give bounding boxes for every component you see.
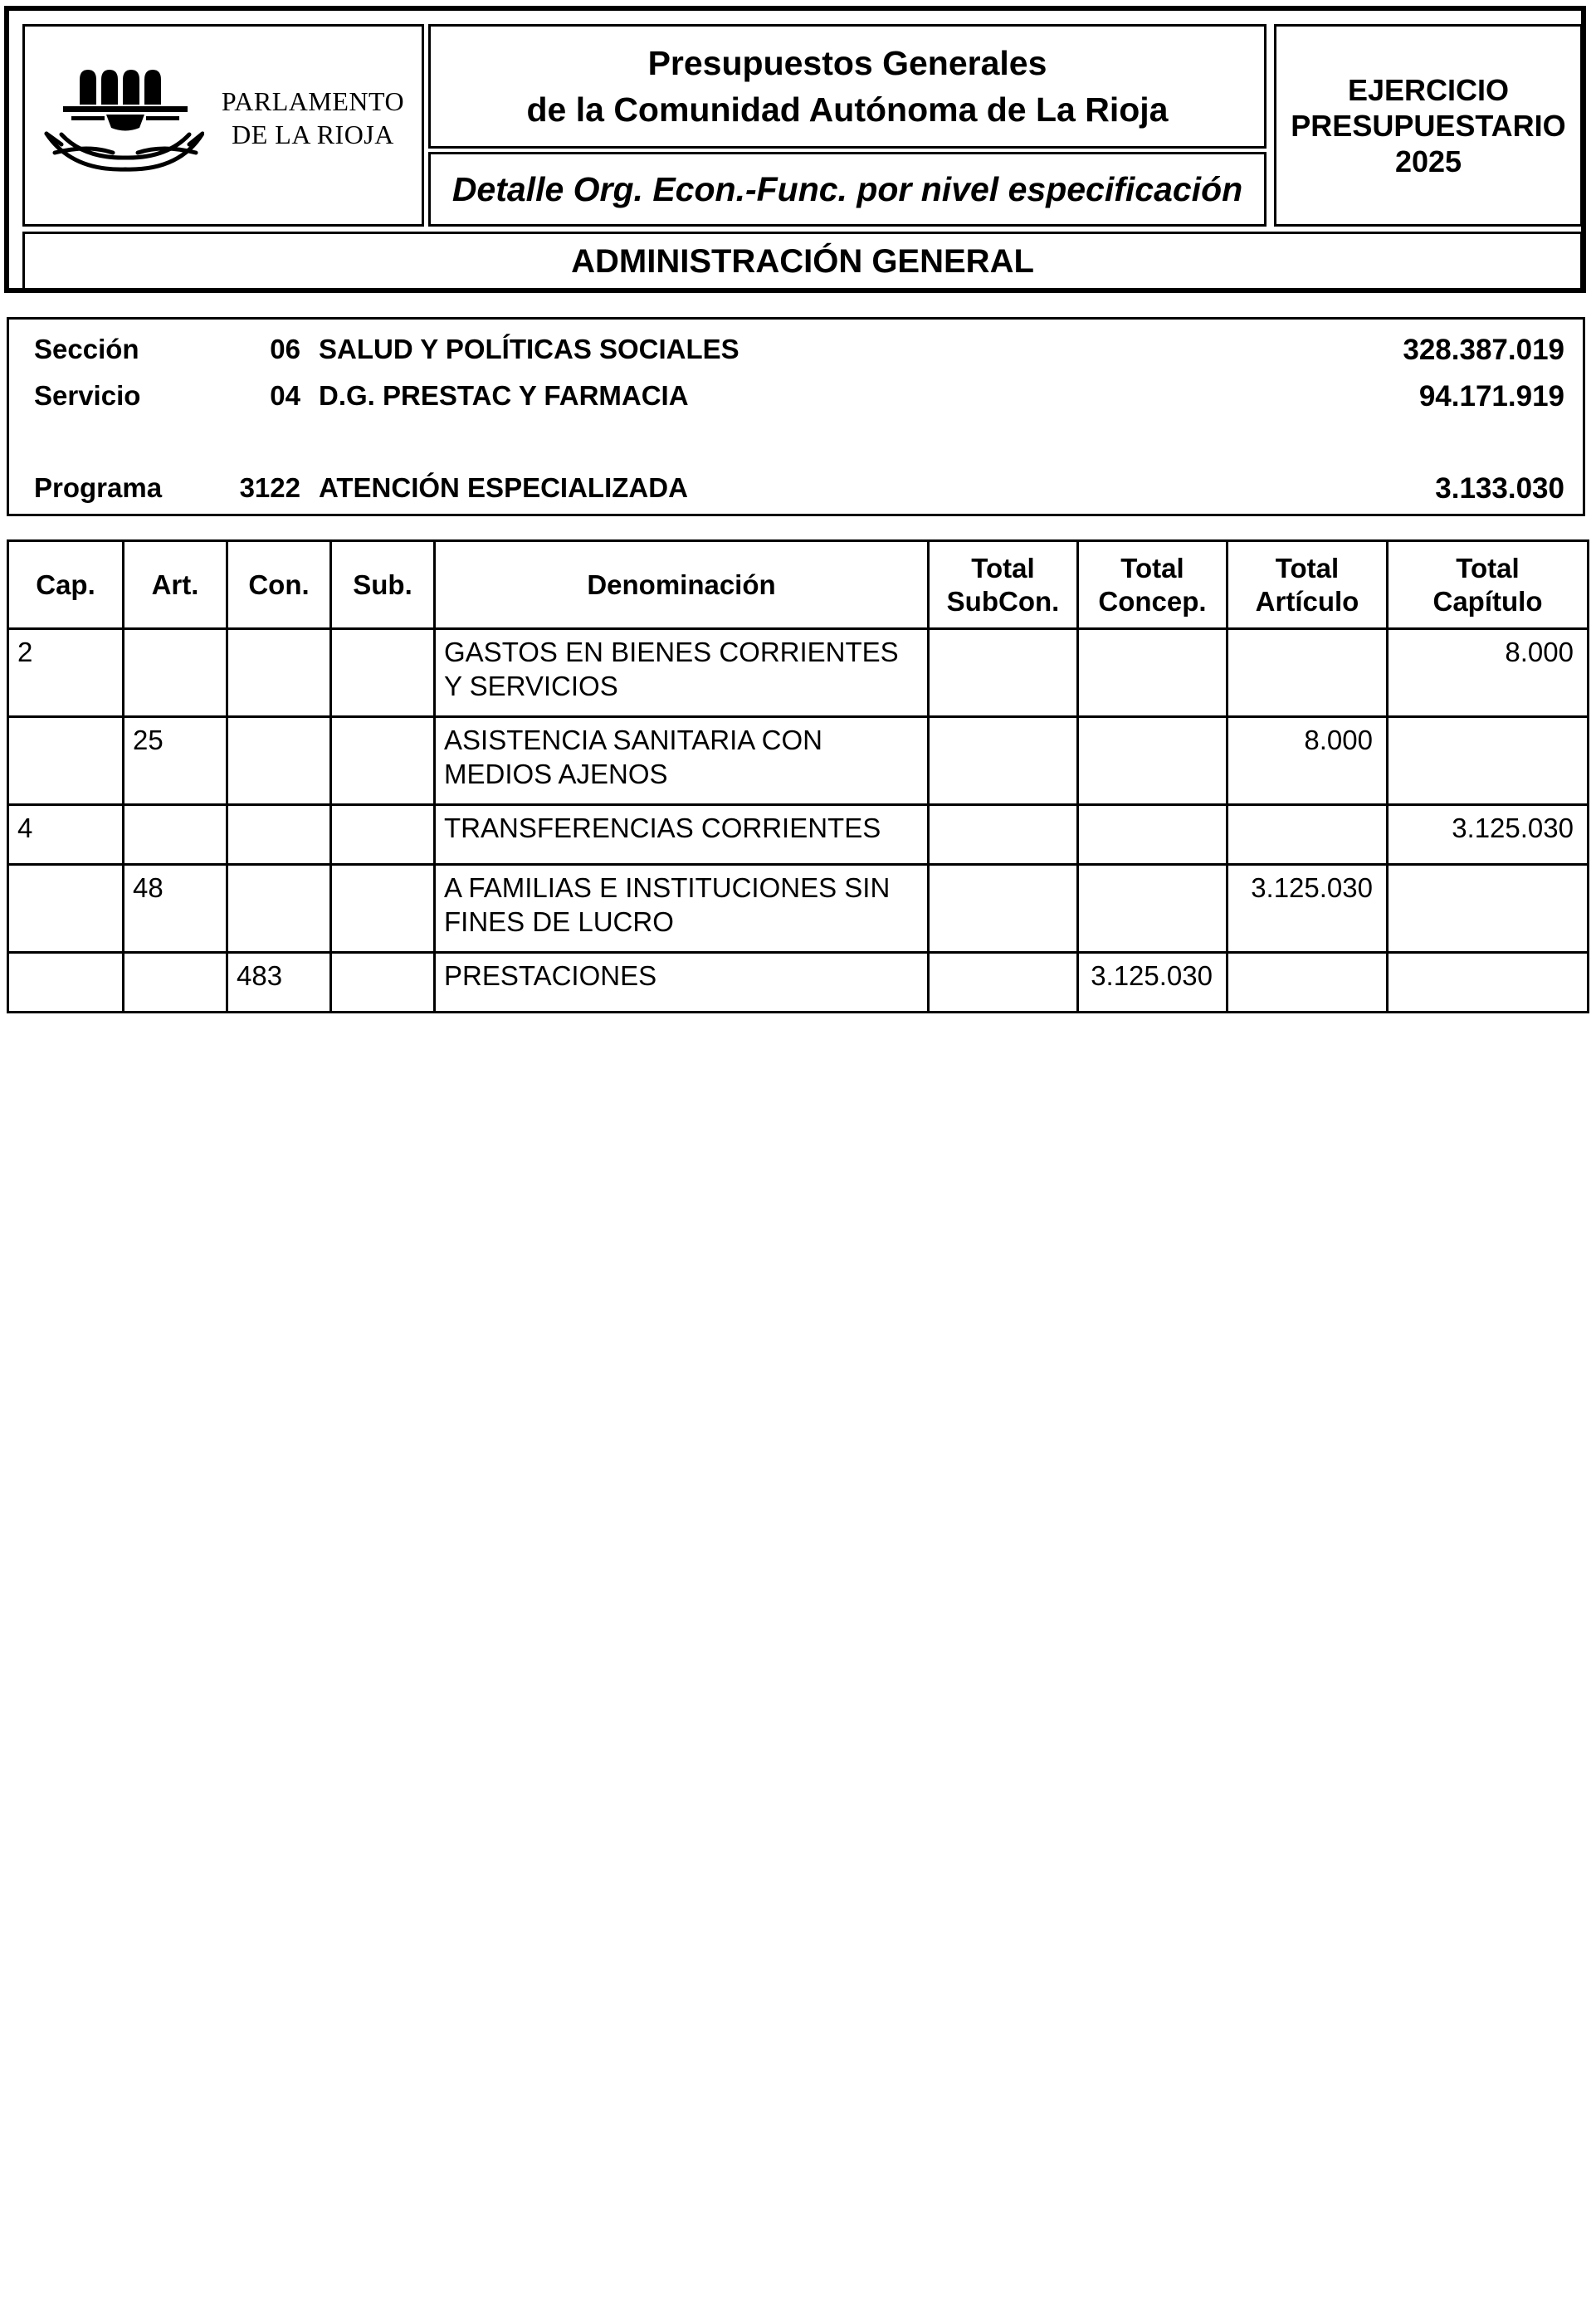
cell-total-concep: 3.125.030 xyxy=(1078,953,1228,1013)
cell-denominacion xyxy=(435,629,929,717)
col-total-capitulo-l1: Total xyxy=(1456,552,1520,583)
cell-con: 483 xyxy=(227,953,331,1013)
budget-table xyxy=(7,539,1589,1013)
col-total-articulo-l1: Total xyxy=(1275,552,1340,583)
col-cap: Cap. xyxy=(8,541,124,629)
programa-amount: 3.133.030 xyxy=(1435,472,1564,505)
programa-name: ATENCIÓN ESPECIALIZADA xyxy=(319,472,688,503)
cell-total-concep xyxy=(1078,717,1228,805)
col-total-subcon-l1: Total xyxy=(971,552,1035,583)
table-row xyxy=(8,805,1589,865)
cell-denominacion xyxy=(435,717,929,805)
cell-total-capitulo xyxy=(1388,865,1589,953)
denominacion-line-1: PRESTACIONES xyxy=(444,960,657,991)
cell-total-articulo xyxy=(1228,629,1388,717)
cell-art xyxy=(124,805,227,865)
denominacion-line-1: ASISTENCIA SANITARIA CON xyxy=(444,725,822,755)
seccion-code: 06 xyxy=(270,334,300,364)
col-total-subcon-l2: SubCon. xyxy=(946,585,1060,617)
cell-total-articulo xyxy=(1228,953,1388,1013)
denominacion-line-1: A FAMILIAS E INSTITUCIONES SIN xyxy=(444,872,891,903)
cell-sub xyxy=(331,717,435,805)
denominacion-line-1: TRANSFERENCIAS CORRIENTES xyxy=(444,813,881,843)
servicio-amount: 94.171.919 xyxy=(1418,380,1564,412)
servicio-name: D.G. PRESTAC Y FARMACIA xyxy=(319,380,689,411)
cell-total-articulo: 3.125.030 xyxy=(1228,865,1388,953)
cell-art xyxy=(124,953,227,1013)
col-denominacion: Denominación xyxy=(435,541,929,629)
title-line-2: de la Comunidad Autónoma de La Rioja xyxy=(526,90,1169,129)
cell-total-subcon xyxy=(929,953,1078,1013)
col-total-articulo-l2: Artículo xyxy=(1255,585,1359,617)
cell-sub xyxy=(331,865,435,953)
col-con: Con. xyxy=(227,541,331,629)
cell-cap xyxy=(8,717,124,805)
seccion-row xyxy=(9,334,1583,370)
col-total-concep xyxy=(1078,541,1228,629)
parlamento-emblem-icon xyxy=(38,55,204,179)
table-row xyxy=(8,865,1589,953)
cell-total-capitulo xyxy=(1388,717,1589,805)
col-total-concep-l2: Concep. xyxy=(1098,585,1207,617)
cell-total-concep xyxy=(1078,865,1228,953)
col-sub: Sub. xyxy=(331,541,435,629)
cell-con xyxy=(227,629,331,717)
cell-sub xyxy=(331,805,435,865)
administracion-banner: ADMINISTRACIÓN GENERAL xyxy=(22,232,1583,291)
denominacion-line-1: GASTOS EN BIENES CORRIENTES xyxy=(444,637,899,667)
cell-denominacion xyxy=(435,953,929,1013)
programa-label: Programa xyxy=(34,472,163,503)
ejercicio-year: 2025 xyxy=(1394,144,1462,178)
cell-total-capitulo: 3.125.030 xyxy=(1388,805,1589,865)
cell-cap xyxy=(8,953,124,1013)
denominacion-line-2: MEDIOS AJENOS xyxy=(444,759,668,789)
cell-cap: 2 xyxy=(8,629,124,717)
table-row xyxy=(8,629,1589,717)
cell-denominacion xyxy=(435,805,929,865)
programa-row xyxy=(9,472,1583,509)
col-total-subcon xyxy=(929,541,1078,629)
cell-sub xyxy=(331,953,435,1013)
ejercicio-panel xyxy=(1274,24,1583,227)
cell-total-capitulo: 8.000 xyxy=(1388,629,1589,717)
cell-cap xyxy=(8,865,124,953)
seccion-label: Sección xyxy=(34,334,139,364)
servicio-label: Servicio xyxy=(34,380,141,411)
col-total-capitulo-l2: Capítulo xyxy=(1432,585,1543,617)
servicio-row xyxy=(9,380,1583,417)
seccion-amount: 328.387.019 xyxy=(1403,334,1564,366)
programa-code: 3122 xyxy=(239,472,300,503)
cell-total-subcon xyxy=(929,865,1078,953)
cell-art xyxy=(124,629,227,717)
seccion-name: SALUD Y POLÍTICAS SOCIALES xyxy=(319,334,739,364)
denominacion-line-2: FINES DE LUCRO xyxy=(444,906,674,937)
logo-line-2: DE LA RIOJA xyxy=(232,120,394,149)
document-header xyxy=(4,6,1586,293)
cell-art: 25 xyxy=(124,717,227,805)
ejercicio-line-2: PRESUPUESTARIO xyxy=(1291,108,1566,143)
cell-art: 48 xyxy=(124,865,227,953)
servicio-code: 04 xyxy=(270,380,300,411)
cell-total-concep xyxy=(1078,629,1228,717)
cell-total-subcon xyxy=(929,629,1078,717)
col-total-articulo xyxy=(1228,541,1388,629)
cell-total-concep xyxy=(1078,805,1228,865)
cell-sub xyxy=(331,629,435,717)
cell-denominacion xyxy=(435,865,929,953)
cell-con xyxy=(227,805,331,865)
logo-panel xyxy=(22,24,424,227)
parlamento-wordmark xyxy=(209,85,417,151)
ejercicio-line-1: EJERCICIO xyxy=(1347,72,1510,107)
cell-cap: 4 xyxy=(8,805,124,865)
document-subtitle: Detalle Org. Econ.-Func. por nivel especificación xyxy=(428,152,1267,227)
col-art: Art. xyxy=(124,541,227,629)
table-row xyxy=(8,953,1589,1013)
cell-total-subcon xyxy=(929,805,1078,865)
col-total-capitulo xyxy=(1388,541,1589,629)
table-header-row xyxy=(8,541,1589,629)
denominacion-line-2: Y SERVICIOS xyxy=(444,671,618,701)
title-line-1: Presupuestos Generales xyxy=(647,44,1047,82)
cell-con xyxy=(227,717,331,805)
program-info-panel xyxy=(7,317,1585,516)
cell-total-articulo: 8.000 xyxy=(1228,717,1388,805)
cell-total-subcon xyxy=(929,717,1078,805)
logo-line-1: PARLAMENTO xyxy=(221,86,405,116)
col-total-concep-l1: Total xyxy=(1120,552,1184,583)
cell-total-capitulo xyxy=(1388,953,1589,1013)
document-title xyxy=(428,24,1267,149)
cell-total-articulo xyxy=(1228,805,1388,865)
cell-con xyxy=(227,865,331,953)
table-row xyxy=(8,717,1589,805)
